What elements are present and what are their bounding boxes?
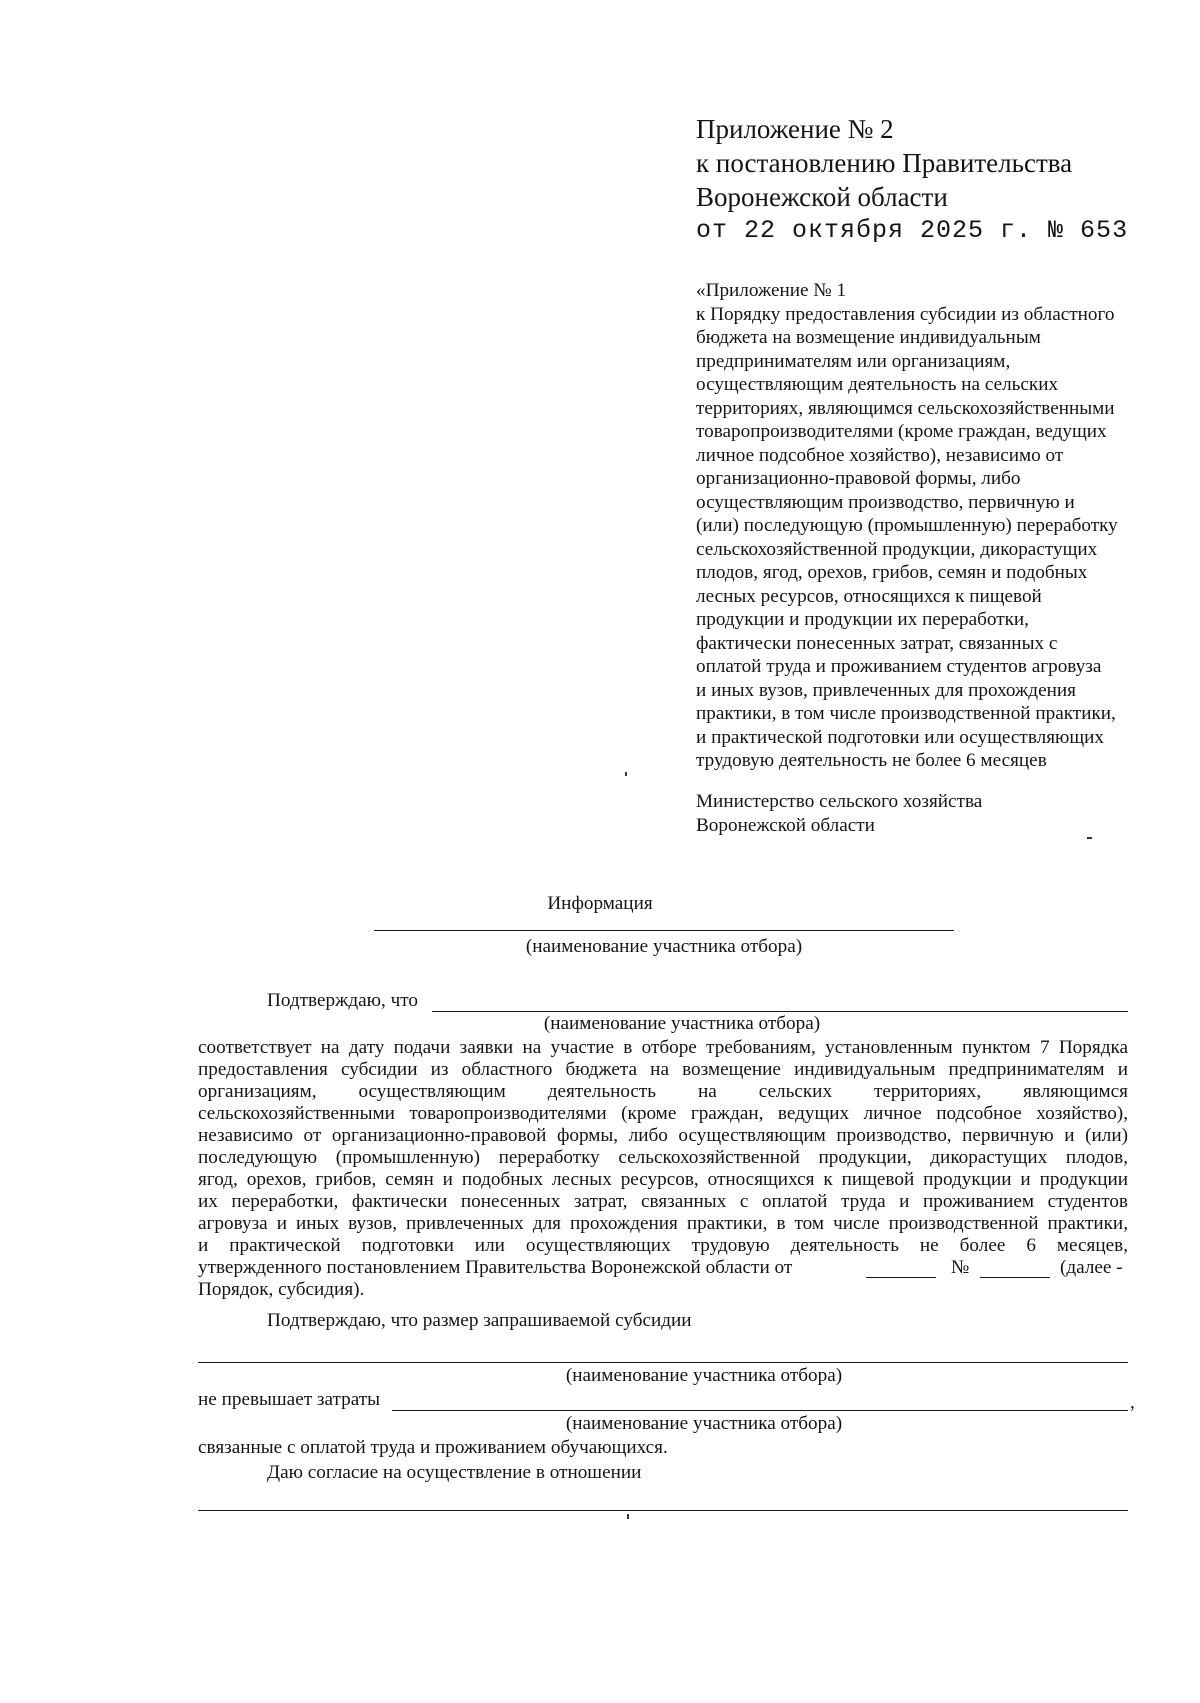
appendix-line: трудовую деятельность не более 6 месяцев bbox=[696, 750, 1047, 771]
approved-suffix: (далее - bbox=[1060, 1257, 1123, 1278]
scan-speck bbox=[625, 772, 627, 776]
appendix-line: товаропроизводителями (кроме граждан, ведущих bbox=[696, 421, 1107, 442]
appendix-line: осуществляющим производство, первичную и bbox=[696, 491, 1075, 513]
scan-speck bbox=[627, 1514, 629, 1519]
body-line: независимо от организационно-правовой формы, либо осуществляющим производство, первичную и (или) bbox=[198, 1125, 1128, 1146]
body-line: последующую (промышленную) переработку сельскохозяйственной продукции, дикорастущих плодов, bbox=[198, 1147, 1128, 1168]
comma-mark: , bbox=[1130, 1392, 1135, 1413]
resolution-date-blank bbox=[866, 1277, 936, 1278]
appendix-line: и практической подготовки или осуществляющих bbox=[696, 726, 1104, 748]
addressee-region: Воронежской области bbox=[696, 815, 875, 836]
body-line: сельскохозяйственными товаропроизводителями (кроме граждан, ведущих личное подсобное хозяйство), bbox=[198, 1103, 1128, 1124]
scan-speck bbox=[1087, 837, 1092, 839]
related-costs: связанные с оплатой труда и проживанием обучающихся. bbox=[198, 1437, 668, 1458]
appendix-line: практики, в том числе производственной практики, bbox=[696, 703, 1116, 724]
header-appendix-number: Приложение № 2 bbox=[696, 114, 894, 144]
appendix-reference bbox=[696, 279, 1166, 773]
header-date-number: от 22 октября 2025 г. № 653 bbox=[696, 216, 1129, 245]
participant-name-line bbox=[374, 930, 954, 931]
appendix-line: личное подсобное хозяйство), независимо от bbox=[696, 444, 1064, 466]
confirm-participant-line bbox=[432, 1011, 1128, 1012]
last-body-line: Порядок, субсидия). bbox=[198, 1279, 365, 1300]
appendix-line: продукции и продукции их переработки, bbox=[696, 609, 1029, 630]
body-line: их переработки, фактически понесенных затрат, связанных с оплатой труда и проживанием студентов bbox=[198, 1191, 1128, 1212]
header-resolution: к постановлению Правительства bbox=[696, 148, 1073, 178]
appendix-line: организационно-правовой формы, либо bbox=[696, 468, 1021, 489]
not-exceed-label: не превышает затраты bbox=[198, 1389, 381, 1410]
body-line: агровуза и иных вузов, привлеченных для прохождения практики, в том числе производственной практики, bbox=[198, 1213, 1128, 1234]
confirm-prefix: Подтверждаю, что bbox=[267, 990, 418, 1011]
appendix-line: оплатой труда и проживанием студентов агровуза bbox=[696, 656, 1102, 677]
appendix-line: территориях, являющимся сельскохозяйственными bbox=[696, 397, 1115, 419]
appendix-line: плодов, ягод, орехов, грибов, семян и подобных bbox=[696, 562, 1088, 583]
not-exceed-caption: (наименование участника отбора) bbox=[565, 1413, 843, 1434]
approved-prefix: утвержденного постановлением Правительства Воронежской области от bbox=[198, 1257, 793, 1278]
appendix-line: сельскохозяйственной продукции, дикорастущих bbox=[696, 538, 1098, 560]
body-line: ягод, орехов, грибов, семян и подобных лесных ресурсов, относящихся к пищевой продукции и продукции bbox=[198, 1169, 1128, 1190]
approval-header bbox=[696, 112, 1176, 248]
subsidy-participant-line bbox=[198, 1362, 1128, 1363]
consent-label: Даю согласие на осуществление в отношении bbox=[267, 1462, 642, 1483]
addressee-ministry: Министерство сельского хозяйства bbox=[696, 791, 983, 812]
resolution-number-blank bbox=[980, 1277, 1050, 1278]
body-line: соответствует на дату подачи заявки на участие в отборе требованиям, установленным пунктом 7 Порядка bbox=[198, 1037, 1128, 1058]
body-line: организациям, осуществляющим деятельность на сельских территориях, являющимся bbox=[198, 1081, 1128, 1102]
form-title: Информация bbox=[547, 893, 653, 914]
confirm-caption: (наименование участника отбора) bbox=[543, 1013, 821, 1034]
appendix-line: к Порядку предоставления субсидии из областного bbox=[696, 303, 1115, 325]
appendix-line: и иных вузов, привлеченных для прохождения bbox=[696, 679, 1076, 701]
consent-line bbox=[198, 1510, 1128, 1511]
body-line: предоставления субсидии из областного бюджета на возмещение индивидуальным предпринимателям и bbox=[198, 1059, 1128, 1080]
appendix-line: (или) последующую (промышленную) переработку bbox=[696, 515, 1118, 536]
subsidy-confirm: Подтверждаю, что размер запрашиваемой субсидии bbox=[267, 1310, 692, 1331]
addressee bbox=[696, 790, 1166, 838]
appendix-line: лесных ресурсов, относящихся к пищевой bbox=[696, 585, 1042, 607]
subsidy-caption: (наименование участника отбора) bbox=[565, 1365, 843, 1386]
header-region: Воронежской области bbox=[696, 182, 948, 212]
appendix-line: «Приложение № 1 bbox=[696, 280, 847, 301]
body-line: и практической подготовки или осуществляющих трудовую деятельность не более 6 месяцев, bbox=[198, 1235, 1128, 1256]
appendix-line: предпринимателям или организациям, bbox=[696, 350, 1011, 372]
not-exceed-participant-line bbox=[392, 1410, 1128, 1411]
appendix-line: бюджета на возмещение индивидуальным bbox=[696, 327, 1041, 348]
appendix-line: осуществляющим деятельность на сельских bbox=[696, 374, 1059, 395]
appendix-line: фактически понесенных затрат, связанных с bbox=[696, 632, 1058, 654]
participant-caption: (наименование участника отбора) bbox=[525, 936, 803, 957]
number-sign: № bbox=[951, 1257, 970, 1278]
